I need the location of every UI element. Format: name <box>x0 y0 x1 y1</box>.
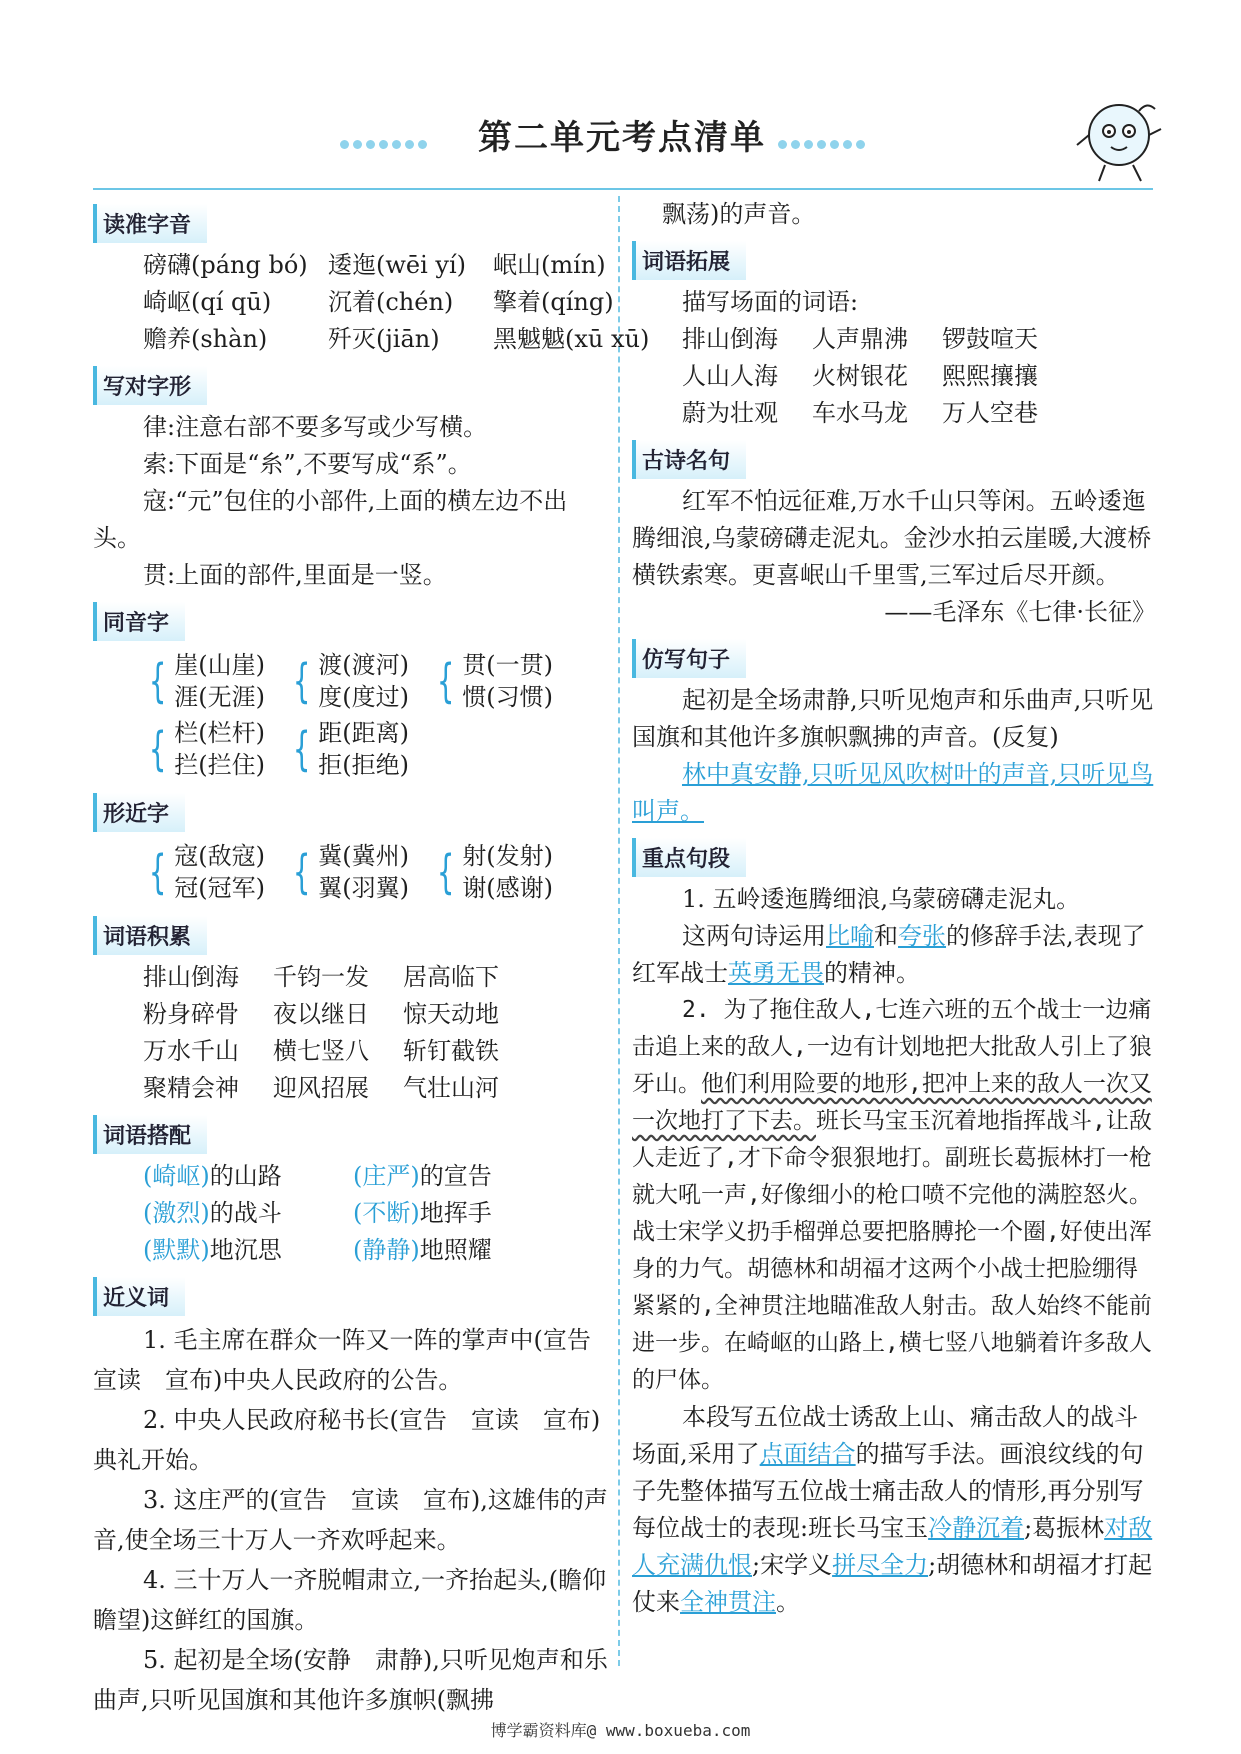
analysis-text: ;葛振林 <box>1024 1514 1105 1542</box>
similar-group: { 冀(冀州) 翼(羽翼) <box>292 842 410 902</box>
column-divider <box>618 196 620 1666</box>
imitate-answer: 林中真安静,只听见风吹树叶的声音,只听见鸟叫声。 <box>632 760 1154 825</box>
collocation-item: (崎岖)的山路 <box>143 1162 282 1190</box>
synonym-question: 1. 毛主席在群众一阵又一阵的掌声中(宣告 宣读 宣布)中央人民政府的公告。 <box>93 1326 615 1394</box>
pronunciation-item: 崎岖(qí qū) <box>143 288 272 316</box>
section-head-expand: 词语拓展 <box>632 241 746 280</box>
answer-method: 点面结合 <box>759 1440 856 1468</box>
synonym-question: 2. 中央人民政府秘书长(宣告 宣读 宣布)典礼开始。 <box>93 1406 601 1474</box>
analysis-text: 的修辞手法,表现了红军战士 <box>632 922 1146 987</box>
decor-dots-left <box>340 134 431 144</box>
pronunciation-item: 赡养(shàn) <box>143 325 268 353</box>
vocab-item: 聚精会神 <box>143 1074 239 1102</box>
vocab-item: 惊天动地 <box>403 1000 499 1028</box>
homophone-item: 渡(渡河) <box>318 651 410 679</box>
section-head-synonyms: 近义词 <box>93 1277 185 1316</box>
collocation-answer: 静静 <box>362 1236 411 1264</box>
pronunciation-row <box>93 321 650 358</box>
vocab-item: 排山倒海 <box>143 963 239 991</box>
section-head-poem: 古诗名句 <box>632 440 746 479</box>
analysis-text: 本段写五位战士诱敌上山、痛击敌人的战斗场面,采用了 <box>632 1403 1138 1468</box>
section-head-vocab: 词语积累 <box>93 916 207 955</box>
homophone-item: 距(距离) <box>318 719 410 747</box>
pronunciation-item: 歼灭(jiān) <box>328 325 440 353</box>
answer-trait: 全神贯注 <box>680 1588 776 1616</box>
homophone-group: { 渡(渡河) 度(度过) <box>292 651 410 711</box>
similar-item: 冀(冀州) <box>318 842 410 870</box>
analysis-text: 这两句诗运用 <box>682 922 826 950</box>
homophone-item: 崖(山崖) <box>174 651 266 679</box>
pronunciation-row <box>93 284 613 321</box>
synonym-question: 4. 三十万人一齐脱帽肃立,一齐抬起头,(瞻仰 瞻望)这鲜红的国旗。 <box>93 1566 631 1634</box>
vocab-row <box>93 959 613 996</box>
vocab-item: 夜以继日 <box>273 1000 369 1028</box>
collocation-row <box>93 1195 613 1232</box>
pronunciation-item: 逶迤(wēi yí) <box>328 251 467 279</box>
similar-group-row <box>93 840 613 904</box>
collocation-item: (默默)地沉思 <box>143 1236 282 1264</box>
section-head-writing: 写对字形 <box>93 366 207 405</box>
answer-hyperbole: 夸张 <box>898 922 946 950</box>
poem-text: 红军不怕远征难,万水千山只等闲。五岭逶迤腾细浪,乌蒙磅礴走泥丸。金沙水拍云崖暖,大渡桥横铁索寒。更喜岷山千里雪,三军过后尽开颜。 <box>632 487 1152 589</box>
expand-intro: 描写场面的词语: <box>682 288 859 316</box>
answer-trait: 冷静沉着 <box>928 1514 1025 1542</box>
collocation-item: (不断)地挥手 <box>353 1199 492 1227</box>
homophone-item: 拒(拒绝) <box>318 751 410 779</box>
vocab-row <box>93 1070 613 1107</box>
expand-item: 人山人海 <box>682 362 778 390</box>
homophone-item: 惯(习惯) <box>462 683 554 711</box>
collocation-tail: 地照耀 <box>419 1236 492 1264</box>
collocation-answer: 不断 <box>362 1199 411 1227</box>
expand-row <box>632 358 1156 395</box>
collocation-answer: 激烈 <box>152 1199 201 1227</box>
analysis-text: 和 <box>874 922 898 950</box>
passage-text: 2. 为了拖住敌人,七连六班的五个战士一边痛击追上来的敌人,一边有计划地把大批敌人引上了狼牙山。 <box>632 997 1152 1097</box>
writing-note: 贯:上面的部件,里面是一竖。 <box>143 561 447 589</box>
section-head-collocation: 词语搭配 <box>93 1115 207 1154</box>
answer-spirit: 英勇无畏 <box>728 959 824 987</box>
vocab-item: 居高临下 <box>403 963 499 991</box>
left-column <box>93 196 650 1720</box>
homophone-group: { 崖(山崖) 涯(无涯) <box>148 651 266 711</box>
collocation-answer: 庄严 <box>362 1162 411 1190</box>
page-title: 第二单元考点清单 <box>478 118 766 158</box>
expand-item: 万人空巷 <box>942 399 1038 427</box>
collocation-tail: 地沉思 <box>209 1236 282 1264</box>
pronunciation-item: 沉着(chén) <box>328 288 454 316</box>
collocation-row <box>93 1232 613 1269</box>
right-column <box>632 196 1156 1621</box>
analysis-text: ;胡德林和胡福才打起仗来 <box>632 1551 1153 1616</box>
collocation-answer: 崎岖 <box>152 1162 201 1190</box>
imitate-sentence: 起初是全场肃静,只听见炮声和乐曲声,只听见国旗和其他许多旗帜飘拂的声音。(反复) <box>632 686 1154 751</box>
expand-item: 排山倒海 <box>682 325 778 353</box>
homophone-item: 栏(栏杆) <box>174 719 266 747</box>
key-passage <box>632 992 1156 1399</box>
vocab-row <box>93 996 613 1033</box>
expand-item: 锣鼓喧天 <box>942 325 1038 353</box>
section-head-imitate: 仿写句子 <box>632 639 746 678</box>
continued-text: 飘荡)的声音。 <box>662 200 816 228</box>
vocab-item: 万水千山 <box>143 1037 239 1065</box>
vocab-item: 气壮山河 <box>403 1074 499 1102</box>
vocab-item: 横七竖八 <box>273 1037 369 1065</box>
expand-item: 车水马龙 <box>812 399 908 427</box>
collocation-item: (静静)地照耀 <box>353 1236 492 1264</box>
section-head-key: 重点句段 <box>632 838 746 877</box>
title-bar <box>0 108 1241 164</box>
key-analysis-2 <box>632 1399 1156 1621</box>
similar-item: 冠(冠军) <box>174 874 266 902</box>
section-head-pronunciation: 读准字音 <box>93 204 207 243</box>
analysis-text: ;宋学义 <box>752 1551 833 1579</box>
homophone-group: { 栏(栏杆) 拦(拦住) <box>148 719 266 779</box>
synonym-question: 3. 这庄严的(宣告 宣读 宣布),这雄伟的声音,使全场三十万人一齐欢呼起来。 <box>93 1486 608 1554</box>
expand-row <box>632 321 1156 358</box>
passage-wavy-sentence: 他们利用险要的地形,把冲上来的敌人一次又一次地打了下去。 <box>632 1071 1152 1134</box>
key-analysis-1 <box>632 918 1156 992</box>
vocab-row <box>93 1033 613 1070</box>
collocation-item: (激烈)的战斗 <box>143 1199 282 1227</box>
homophone-group: { 贯(一贯) 惯(习惯) <box>436 651 554 711</box>
similar-item: 翼(羽翼) <box>318 874 410 902</box>
poem-source: ——毛泽东《七律·长征》 <box>884 598 1156 626</box>
homophone-item: 涯(无涯) <box>174 683 266 711</box>
collocation-tail: 地挥手 <box>419 1199 492 1227</box>
pronunciation-row <box>93 247 613 284</box>
writing-note: 索:下面是“糸”,不要写成“系”。 <box>143 450 472 478</box>
similar-item: 射(发射) <box>462 842 554 870</box>
homophone-item: 度(度过) <box>318 683 410 711</box>
synonym-question: 5. 起初是全场(安静 肃静),只听见炮声和乐曲声,只听见国旗和其他许多旗帜(飘拂 <box>93 1646 608 1714</box>
expand-item: 人声鼎沸 <box>812 325 908 353</box>
key-sentence: 1. 五岭逶迤腾细浪,乌蒙磅礴走泥丸。 <box>682 885 1081 913</box>
answer-trait: 拼尽全力 <box>832 1551 929 1579</box>
writing-note: 寇:“元”包住的小部件,上面的横左边不出头。 <box>93 487 568 552</box>
homophone-group-row <box>93 717 613 781</box>
expand-item: 火树银花 <box>812 362 908 390</box>
vocab-item: 粉身碎骨 <box>143 1000 239 1028</box>
pronunciation-item: 磅礴(páng bó) <box>143 251 308 279</box>
similar-group: { 射(发射) 谢(感谢) <box>436 842 554 902</box>
collocation-item: (庄严)的宣告 <box>353 1162 492 1190</box>
homophone-item: 贯(一贯) <box>462 651 554 679</box>
similar-group: { 寇(敌寇) 冠(冠军) <box>148 842 266 902</box>
collocation-answer: 默默 <box>152 1236 201 1264</box>
analysis-text: 的描写手法。画浪纹线的句子先整体描写五位战士痛击敌人的情形,再分别写每位战士的表现:班长马宝玉 <box>632 1440 1144 1542</box>
homophone-group: { 距(距离) 拒(拒绝) <box>292 719 410 779</box>
collocation-row <box>93 1158 613 1195</box>
analysis-text: 的精神。 <box>824 959 920 987</box>
similar-item: 谢(感谢) <box>462 874 554 902</box>
pronunciation-item: 黑魆魆(xū xū) <box>493 325 650 353</box>
analysis-text: 。 <box>776 1588 800 1616</box>
expand-item: 熙熙攘攘 <box>942 362 1038 390</box>
pronunciation-item: 岷山(mín) <box>493 251 606 279</box>
homophone-item: 拦(拦住) <box>174 751 266 779</box>
passage-text: 班长马宝玉沉着地指挥战斗,让敌人走近了,才下命令狠狠地打。副班长葛振林打一枪就大吼一声,好像细小的枪口喷不完他的满腔怒火。战士宋学义扔手榴弹总要把胳膊抡一个圈,好使出浑身的力气。胡德林和胡福才这两个小战士把脸绷得紧紧的,全神贯注地瞄准敌人射击。敌人始终不能前进一步。在崎岖的山路上,横七竖八地躺着许多敌人的尸体。 <box>632 1108 1152 1393</box>
collocation-tail: 的宣告 <box>419 1162 492 1190</box>
writing-note: 律:注意右部不要多写或少写横。 <box>143 413 488 441</box>
header-rule <box>93 188 1153 190</box>
answer-trait: 对敌人充满仇恨 <box>632 1514 1153 1579</box>
section-head-homophones: 同音字 <box>93 602 185 641</box>
collocation-tail: 的山路 <box>209 1162 282 1190</box>
collocation-tail: 的战斗 <box>209 1199 282 1227</box>
decor-dots-right <box>778 134 869 144</box>
footer-watermark: 博学霸资料库@ www.boxueba.com <box>490 1721 751 1740</box>
section-head-similar: 形近字 <box>93 793 185 832</box>
vocab-item: 斩钉截铁 <box>403 1037 499 1065</box>
vocab-item: 迎风招展 <box>273 1074 369 1102</box>
answer-metaphor: 比喻 <box>826 922 874 950</box>
expand-row <box>632 395 1156 432</box>
mascot-icon <box>1075 95 1163 185</box>
homophone-group-row <box>93 649 613 713</box>
pronunciation-item: 擎着(qíng) <box>493 288 614 316</box>
similar-item: 寇(敌寇) <box>174 842 266 870</box>
vocab-item: 千钧一发 <box>273 963 369 991</box>
expand-item: 蔚为壮观 <box>682 399 778 427</box>
